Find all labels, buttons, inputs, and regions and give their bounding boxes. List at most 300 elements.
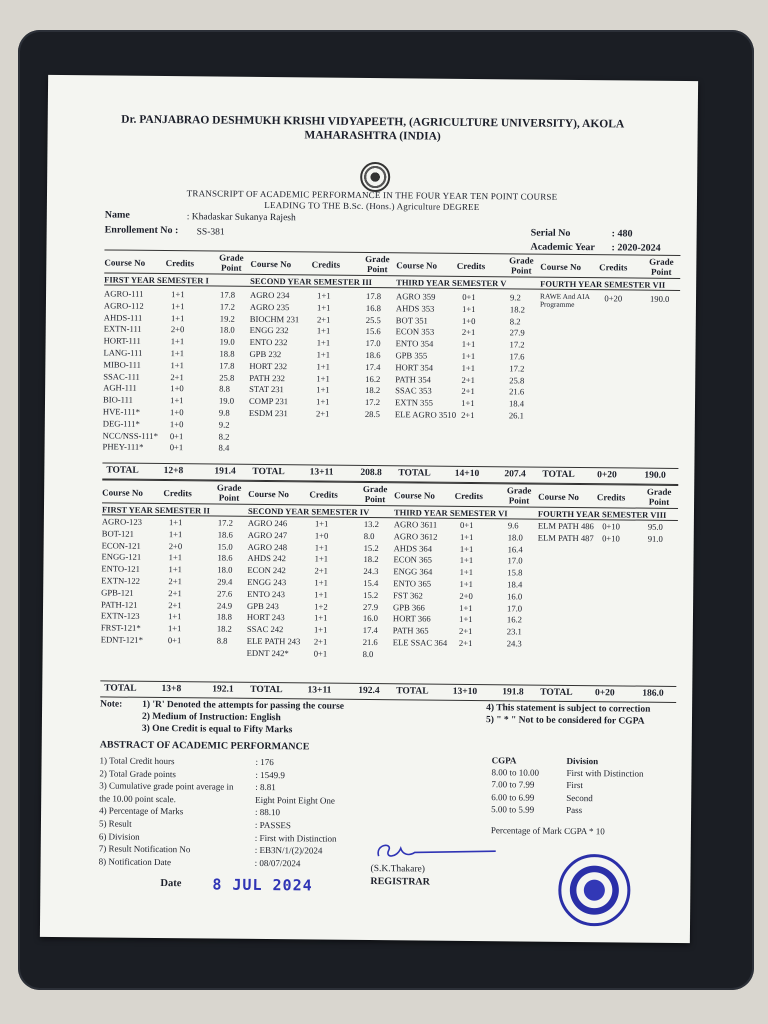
registrar-signature — [371, 836, 501, 865]
course-row — [538, 521, 678, 534]
course-grade-point: 18.0 — [507, 532, 523, 543]
abstract-item-value: : 176 — [255, 756, 274, 768]
cgpa-range: 6.00 to 6.99 — [491, 791, 535, 803]
course-credits: 0+10 — [602, 521, 621, 532]
course-credits: 1+1 — [316, 384, 330, 396]
course-code: EDNT-121* — [100, 634, 143, 645]
abstract-item-value: : 8.81 — [255, 782, 276, 793]
course-grade-point: 17.2 — [509, 339, 525, 350]
course-credits: 2+1 — [461, 374, 475, 385]
course-code: BOT 351 — [395, 314, 428, 326]
total-label: TOTAL — [252, 466, 285, 478]
course-credits: 1+1 — [316, 373, 330, 384]
course-credits: 1+1 — [314, 612, 328, 623]
course-grade-point: 18.8 — [216, 611, 233, 623]
col-header-credits: Credits — [596, 492, 626, 503]
col-header-credits: Credits — [456, 260, 486, 272]
course-code: GPB 243 — [247, 600, 279, 611]
course-row — [538, 532, 678, 545]
total-grade-point: 186.0 — [642, 688, 664, 699]
course-grade-point: 9.8 — [218, 407, 230, 418]
course-credits: 1+1 — [459, 531, 474, 542]
total-label: TOTAL — [540, 687, 573, 698]
note-1: 1) 'R' Denoted the attempts for passing the course — [142, 699, 345, 712]
course-grade-point: 27.9 — [363, 601, 379, 612]
semester-total-row — [538, 470, 678, 483]
abstract-item-label: 7) Result Notification No — [98, 843, 191, 855]
course-credits: 1+1 — [170, 336, 185, 347]
course-code: GPB 232 — [249, 348, 282, 360]
total-label: TOTAL — [398, 468, 431, 479]
course-row — [393, 637, 537, 650]
course-credits: 1+1 — [170, 312, 185, 323]
course-grade-point: 21.6 — [362, 636, 378, 648]
course-grade-point: 8.8 — [219, 383, 230, 395]
course-credits: 1+1 — [168, 528, 183, 540]
col-header-grade-point — [214, 483, 244, 503]
course-code: AGRO 3611 — [393, 519, 438, 530]
course-grade-point: 8.4 — [218, 442, 230, 454]
abstract-item-value: : 08/07/2024 — [254, 857, 301, 869]
course-code: AGRO 3612 — [393, 531, 438, 542]
course-credits: 1+0 — [169, 418, 184, 430]
course-grade-point: 18.0 — [217, 564, 233, 575]
percentage-formula: Percentage of Mark CGPA * 10 — [490, 825, 605, 837]
abstract-item-value: : PASSES — [254, 819, 291, 831]
col-header-grade-point — [504, 485, 534, 505]
course-credits: 1+1 — [168, 564, 183, 575]
course-grade-point: 15.6 — [365, 326, 381, 337]
semester-total-row — [536, 688, 676, 701]
course-grade-point: 15.2 — [363, 542, 379, 553]
grade-label: Grade — [219, 252, 244, 263]
course-grade-point: 21.6 — [509, 386, 525, 397]
course-grade-point: 18.6 — [217, 552, 233, 564]
semester-title: FIRST YEAR SEMESTER I — [104, 274, 209, 286]
point-label: Point — [650, 266, 672, 277]
abstract-item-value: : First with Distinction — [254, 832, 337, 844]
course-grade-point: 23.1 — [506, 626, 522, 637]
semester-total-row — [392, 686, 536, 699]
semester-title: FOURTH YEAR SEMESTER VIII — [537, 508, 667, 520]
semester-title: FIRST YEAR SEMESTER II — [101, 504, 210, 516]
course-credits: 1+1 — [168, 552, 183, 563]
total-credits: 13+11 — [307, 685, 332, 696]
cgpa-header: CGPA — [491, 755, 517, 766]
course-credits: 1+1 — [461, 398, 475, 409]
course-grade-point: 17.2 — [509, 363, 525, 374]
total-credits: 13+10 — [452, 686, 478, 698]
course-credits: 1+1 — [461, 339, 476, 350]
university-name: Dr. PANJABRAO DESHMUKH KRISHI VIDYAPEETH, (AGRICULTURE UNIVERSITY), AKOLA — [121, 113, 625, 131]
course-grade-point: 190.0 — [649, 293, 670, 304]
course-credits: 1+1 — [317, 302, 331, 313]
total-credits: 13+8 — [161, 684, 182, 695]
course-grade-point: 9.2 — [509, 292, 521, 303]
course-code: AGRO 359 — [395, 291, 436, 302]
course-grade-point: 24.9 — [217, 600, 233, 611]
course-row — [395, 409, 539, 422]
note-2: 2) Medium of Instruction: English — [141, 711, 281, 724]
course-grade-point: 16.4 — [507, 543, 523, 555]
course-code: PATH 365 — [392, 625, 429, 636]
col-header-course: Course No — [540, 261, 582, 273]
course-grade-point: 25.8 — [509, 374, 525, 386]
course-grade-point: 28.5 — [364, 408, 381, 420]
course-grade-point: 24.3 — [506, 638, 522, 649]
course-grade-point: 25.5 — [365, 314, 381, 325]
course-code: LANG-111 — [103, 347, 143, 358]
course-code: EDNT 242* — [246, 647, 289, 659]
course-credits: 1+1 — [461, 362, 476, 373]
point-label: Point — [364, 493, 386, 505]
course-credits: 1+1 — [459, 543, 474, 554]
course-row — [103, 442, 249, 455]
course-grade-point: 8.2 — [218, 431, 230, 442]
grade-label: Grade — [365, 253, 390, 265]
course-code: PATH-121 — [101, 599, 138, 610]
course-grade-point: 17.2 — [219, 301, 236, 312]
division-name: Second — [566, 792, 593, 803]
note-4: 4) This statement is subject to correction — [486, 703, 651, 715]
division-name: First with Distinction — [566, 767, 644, 779]
abstract-item-label: the 10.00 point scale. — [99, 793, 176, 804]
course-grade-point: 8.0 — [363, 530, 375, 541]
course-code: AHDS 364 — [393, 542, 433, 554]
course-code: EXTN-123 — [100, 610, 140, 622]
course-grade-point: 17.8 — [219, 360, 235, 371]
course-code: ESDM 231 — [248, 407, 288, 419]
course-grade-point: 15.2 — [363, 589, 379, 600]
course-credits: 1+1 — [171, 300, 185, 312]
course-credits: 1+0 — [314, 530, 329, 541]
total-grade-point: 192.4 — [358, 685, 380, 697]
course-code: ELM PATH 486 — [537, 520, 594, 532]
course-code: GPB 355 — [395, 350, 428, 361]
col-header-course: Course No — [394, 490, 435, 501]
course-credits: 1+0 — [170, 407, 184, 418]
transcript-title: TRANSCRIPT OF ACADEMIC PERFORMANCE IN THE FOUR YEAR TEN POINT COURSE — [186, 188, 558, 202]
course-credits: 2+1 — [168, 587, 182, 599]
course-grade-point: 19.2 — [219, 313, 235, 324]
course-code: AGRO 248 — [247, 541, 288, 552]
course-credits: 1+1 — [170, 395, 184, 406]
course-grade-point: 18.2 — [216, 623, 232, 634]
col-header-course: Course No — [396, 260, 438, 271]
total-grade-point: 190.0 — [644, 470, 666, 481]
course-code: SSAC 353 — [395, 385, 432, 396]
col-header-grade-point — [506, 255, 536, 275]
abstract-item-label: 2) Total Grade points — [99, 768, 176, 779]
col-header-course: Course No — [248, 488, 289, 500]
point-label: Point — [510, 265, 532, 276]
course-code: HVE-111* — [102, 406, 141, 417]
course-code: ENTO-121 — [101, 563, 140, 574]
course-credits: 1+1 — [314, 589, 328, 600]
course-credits: 2+0 — [168, 540, 183, 551]
name-label: Name — [104, 209, 130, 221]
course-code: ENGG 243 — [247, 576, 287, 588]
note-5: 5) " * " Not to be considered for CGPA — [485, 715, 645, 727]
course-code: AGRO-123 — [101, 516, 143, 527]
grade-label: Grade — [649, 256, 674, 267]
course-credits: 1+1 — [317, 290, 331, 301]
course-credits: 2+1 — [316, 314, 331, 325]
course-code: EXTN-122 — [101, 575, 141, 586]
point-label: Point — [648, 496, 670, 507]
course-credits: 0+1 — [462, 291, 476, 303]
course-code: AGRO 246 — [247, 517, 288, 529]
abstract-item-value: : EB3N/1/(2)/2024 — [254, 845, 323, 856]
course-credits: 1+1 — [459, 578, 474, 590]
course-credits: 0+20 — [604, 293, 623, 304]
course-grade-point: 18.0 — [219, 324, 235, 336]
grade-label: Grade — [216, 482, 242, 493]
course-code: PATH 232 — [249, 372, 286, 383]
col-header-course: Course No — [538, 491, 579, 503]
cgpa-range: 8.00 to 10.00 — [491, 767, 540, 778]
course-code: ELE AGRO 3510 — [394, 409, 457, 420]
col-header-course: Course No — [250, 258, 292, 270]
course-grade-point: 19.0 — [218, 395, 235, 406]
course-grade-point: 8.2 — [509, 315, 521, 327]
course-grade-point: 17.0 — [507, 602, 523, 614]
abstract-item-label: 4) Percentage of Marks — [99, 805, 184, 817]
course-credits: 1+2 — [314, 601, 328, 612]
col-header-credits: Credits — [454, 490, 483, 502]
col-header-grade-point — [644, 487, 674, 507]
total-credits: 0+20 — [597, 470, 617, 481]
course-credits: 2+1 — [313, 636, 328, 647]
course-code: SSAC 242 — [246, 624, 284, 635]
course-credits: 1+0 — [170, 383, 184, 394]
abstract-item-label: 8) Notification Date — [98, 856, 172, 867]
abstract-item-value: : 1549.9 — [255, 769, 286, 780]
total-credits: 12+8 — [163, 466, 184, 477]
course-credits: 2+1 — [461, 409, 475, 421]
total-grade-point: 207.4 — [504, 469, 526, 480]
course-code: AHDS-111 — [103, 312, 143, 323]
course-credits: 1+1 — [459, 602, 473, 613]
course-row — [539, 291, 680, 309]
col-header-grade-point — [216, 253, 246, 273]
course-grade-point: 17.8 — [365, 290, 382, 302]
course-code: EXTN-111 — [103, 323, 142, 335]
total-credits: 0+20 — [594, 688, 615, 699]
semester-title: SECOND YEAR SEMESTER IV — [247, 505, 370, 518]
grade-label: Grade — [362, 483, 388, 495]
course-credits: 1+1 — [316, 361, 331, 372]
col-header-grade-point — [646, 257, 676, 277]
course-code: AGRO-111 — [104, 288, 144, 299]
note-3: 3) One Credit is equal to Fifty Marks — [141, 723, 293, 736]
course-credits: 0+1 — [169, 442, 184, 453]
course-grade-point: 16.0 — [362, 613, 379, 624]
enrollment-label: Enrollement No : — [104, 224, 179, 237]
course-credits: 2+1 — [461, 386, 475, 397]
course-grade-point: 27.9 — [509, 327, 525, 338]
total-grade-point: 191.4 — [214, 466, 236, 477]
semester-total-row — [100, 683, 246, 696]
course-grade-point: 17.6 — [509, 351, 525, 362]
course-code: STAT 231 — [249, 384, 284, 395]
point-label: Point — [218, 492, 240, 503]
course-credits: 1+1 — [313, 624, 328, 635]
course-code: ECON-121 — [101, 540, 141, 551]
grade-label: Grade — [646, 486, 672, 497]
course-grade-point: 18.6 — [365, 349, 381, 361]
serial-label: Serial No — [530, 227, 571, 239]
division-header: Division — [566, 755, 599, 767]
course-grade-point: 15.8 — [507, 567, 523, 578]
course-grade-point: 17.4 — [365, 361, 381, 372]
course-code: PATH 354 — [395, 373, 432, 385]
cgpa-range: 7.00 to 7.99 — [491, 779, 535, 790]
abstract-item-label: 5) Result — [98, 818, 132, 829]
serial-number: : 480 — [611, 228, 633, 240]
date-label: Date — [160, 878, 182, 890]
course-code: GPB 366 — [393, 601, 425, 613]
course-credits: 1+1 — [171, 289, 185, 300]
total-label: TOTAL — [106, 465, 139, 476]
course-code: ECON 365 — [393, 554, 432, 565]
course-credits: 2+1 — [461, 327, 476, 338]
semester-title: SECOND YEAR SEMESTER III — [250, 275, 373, 288]
course-grade-point: 8.8 — [216, 635, 228, 646]
course-row — [393, 625, 537, 638]
academic-year: : 2020-2024 — [611, 242, 661, 254]
col-header-grade-point — [360, 484, 390, 504]
semester-title: THIRD YEAR SEMESTER VI — [393, 507, 508, 519]
abstract-item-value: Eight Point Eight One — [255, 794, 335, 806]
course-code: MIBO-111 — [103, 359, 141, 370]
course-grade-point: 17.8 — [220, 289, 236, 300]
course-code: EXTN 355 — [394, 397, 434, 408]
course-code: ELE SSAC 364 — [392, 637, 448, 648]
course-code: PHEY-111* — [102, 441, 144, 453]
course-code: AHDS 353 — [395, 303, 435, 314]
col-header-credits: Credits — [163, 488, 192, 499]
course-grade-point: 19.0 — [219, 336, 235, 347]
course-credits: 1+1 — [314, 542, 329, 553]
course-row — [249, 408, 395, 421]
course-code: ECON 353 — [395, 326, 435, 338]
course-credits: 1+1 — [170, 348, 185, 359]
semester-title: THIRD YEAR SEMESTER V — [396, 277, 507, 289]
course-grade-point: 9.2 — [218, 419, 230, 430]
course-code: HORT 354 — [395, 362, 434, 373]
semester-total-row — [246, 685, 392, 698]
course-code: ENTO 243 — [247, 588, 286, 599]
course-code: BOT-121 — [101, 528, 134, 539]
course-grade-point: 17.2 — [364, 397, 381, 408]
course-credits: 2+1 — [314, 565, 329, 576]
abstract-item-label: 6) Division — [98, 831, 140, 842]
course-code: ENTO 232 — [249, 337, 288, 348]
course-grade-point: 8.0 — [362, 648, 374, 659]
student-name: : Khadaskar Sukanya Rajesh — [186, 212, 296, 224]
course-row — [396, 338, 540, 351]
course-code: RAWE And AIA Programme — [539, 291, 590, 309]
course-credits: 1+1 — [316, 337, 331, 348]
course-code: DEG-111* — [102, 418, 140, 429]
course-code: COMP 231 — [248, 396, 289, 407]
course-credits: 0+1 — [460, 519, 474, 531]
course-code: AGRO-112 — [103, 300, 144, 311]
course-code: AGRO 247 — [247, 529, 288, 541]
registrar-name: (S.K.Thakare) — [370, 864, 425, 875]
grade-label: Grade — [509, 255, 534, 266]
division-name: First — [566, 780, 583, 791]
semester-total-row — [394, 468, 538, 481]
course-grade-point: 18.4 — [507, 579, 523, 590]
cgpa-range: 5.00 to 5.99 — [491, 804, 535, 815]
course-credits: 1+1 — [459, 614, 473, 625]
course-credits: 1+1 — [314, 577, 328, 588]
total-label: TOTAL — [104, 683, 137, 694]
total-grade-point: 208.8 — [360, 467, 382, 479]
course-grade-point: 25.8 — [219, 372, 235, 383]
total-credits: 14+10 — [454, 468, 480, 480]
semester-total-row — [248, 467, 394, 480]
registrar-title: REGISTRAR — [370, 876, 430, 888]
total-label: TOTAL — [542, 469, 575, 480]
course-code: GPB-121 — [101, 587, 134, 598]
note-label: Note: — [100, 699, 123, 710]
semester-total-row — [102, 465, 248, 478]
course-code: ENGG 364 — [393, 566, 433, 577]
course-credits: 1+1 — [462, 303, 476, 314]
course-credits: 1+1 — [316, 349, 331, 360]
enrollment-number: SS-381 — [196, 227, 225, 238]
course-credits: 1+1 — [170, 359, 185, 371]
course-grade-point: 18.8 — [219, 348, 235, 359]
course-credits: 1+1 — [168, 517, 183, 528]
course-code: ENTO 354 — [395, 338, 434, 349]
course-credits: 0+10 — [602, 533, 620, 544]
course-grade-point: 95.0 — [647, 521, 663, 532]
course-grade-point: 15.0 — [217, 541, 233, 552]
course-credits: 2+1 — [459, 626, 473, 637]
course-code: ENGG 232 — [249, 325, 289, 336]
course-credits: 1+1 — [316, 325, 331, 337]
col-header-credits: Credits — [309, 489, 338, 500]
university-location: MAHARASHTRA (INDIA) — [304, 129, 441, 143]
course-code: HORT 366 — [392, 613, 431, 624]
course-grade-point: 13.2 — [363, 518, 379, 530]
course-code: HORT 243 — [246, 612, 285, 623]
course-grade-point: 16.8 — [365, 302, 382, 313]
course-code: ENGG-121 — [101, 551, 142, 563]
course-grade-point: 16.2 — [506, 614, 523, 625]
course-grade-point: 16.2 — [365, 373, 381, 384]
col-header-course: Course No — [104, 257, 146, 268]
course-credits: 2+1 — [316, 408, 330, 419]
point-label: Point — [220, 262, 242, 273]
course-row — [247, 648, 393, 661]
course-code: ECON 242 — [247, 565, 286, 576]
course-credits: 0+1 — [313, 648, 328, 659]
course-grade-point: 91.0 — [647, 533, 663, 544]
course-code: BIO-111 — [102, 394, 134, 405]
course-code: HORT-111 — [103, 335, 141, 346]
course-grade-point: 29.4 — [217, 576, 233, 587]
course-grade-point: 27.6 — [217, 588, 233, 599]
total-credits: 13+11 — [309, 467, 334, 478]
course-grade-point: 17.2 — [217, 517, 233, 528]
transcript-sheet — [40, 75, 698, 943]
date-stamp: 8 JUL 2024 — [212, 875, 313, 895]
